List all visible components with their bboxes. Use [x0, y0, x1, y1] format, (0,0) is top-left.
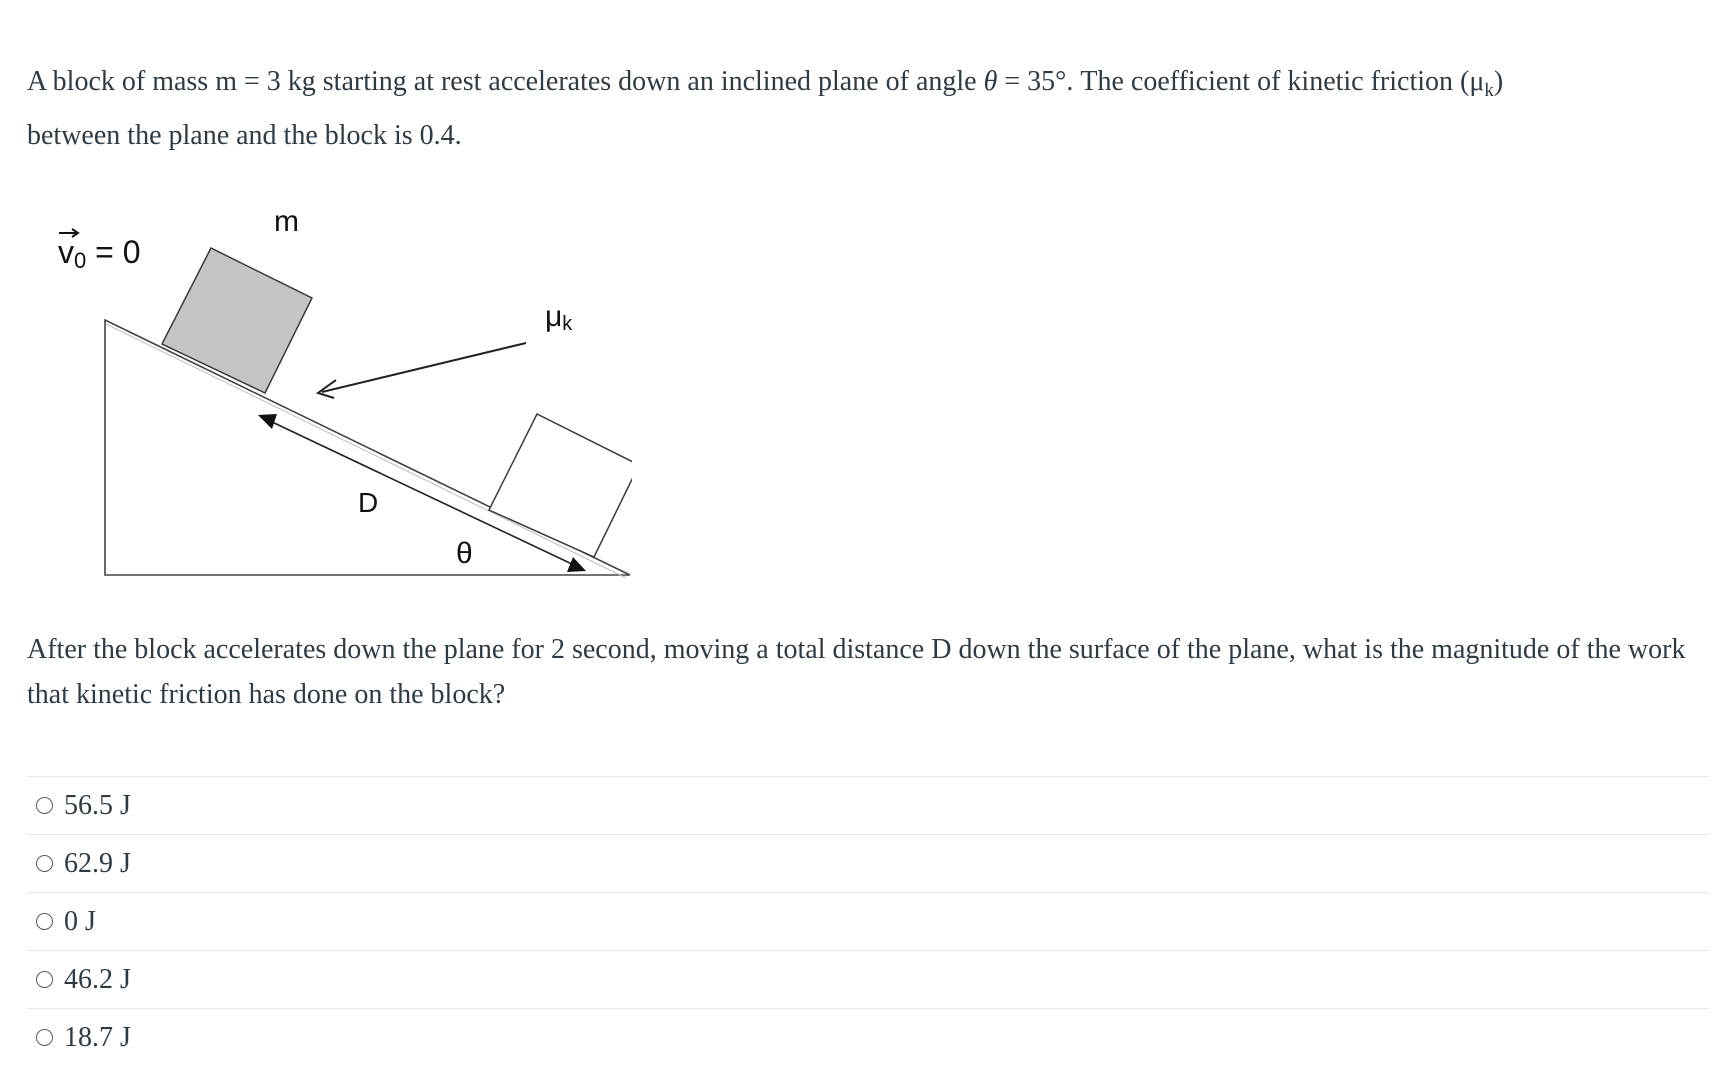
question-intro-line2: between the plane and the block is 0.4.: [27, 120, 462, 151]
answer-option[interactable]: [27, 777, 1709, 835]
answer-list: [27, 776, 1709, 1066]
answer-option[interactable]: [27, 835, 1709, 893]
friction-pointer-line: [322, 343, 526, 392]
v0-subscript: 0: [74, 248, 87, 273]
question-intro-part3: ): [1493, 66, 1504, 97]
radio-button[interactable]: [36, 913, 53, 930]
question-body: After the block accelerates down the plane for 2 second, moving a total distance D down the surface of the plane, what is the magnitude of the work that kinetic friction has done on the block?: [27, 634, 1686, 710]
answer-label: 62.9 J: [64, 847, 131, 879]
radio-button[interactable]: [36, 971, 53, 988]
v0-label: [58, 234, 141, 273]
radio-button[interactable]: [36, 1029, 53, 1046]
mu-subscript: k: [562, 313, 573, 335]
answer-option[interactable]: [27, 1009, 1709, 1066]
radio-button[interactable]: [36, 855, 53, 872]
answer-label: 46.2 J: [64, 963, 131, 995]
v0-value: = 0: [86, 234, 141, 270]
answer-label: 18.7 J: [64, 1021, 131, 1053]
mu-k-subscript: k: [1484, 80, 1494, 101]
inclined-plane-diagram: [52, 198, 632, 583]
mass-label: m: [274, 205, 299, 238]
answer-label: 56.5 J: [64, 789, 131, 821]
radio-button[interactable]: [36, 797, 53, 814]
question-intro-part1: A block of mass m = 3 kg starting at rest accelerates down an inclined plane of angle: [27, 66, 984, 97]
answer-option[interactable]: [27, 951, 1709, 1009]
question-intro: [27, 59, 1689, 158]
mu-symbol: μ: [545, 300, 563, 333]
answer-label: 0 J: [64, 905, 96, 937]
mu-label: [545, 300, 573, 335]
angle-label: θ: [456, 537, 473, 570]
question-intro-part2: = 35°. The coefficient of kinetic friction (μ: [997, 66, 1485, 97]
distance-label: D: [358, 487, 379, 518]
answer-option[interactable]: [27, 893, 1709, 951]
theta-symbol: θ: [983, 66, 998, 97]
v0-symbol: v: [58, 234, 74, 270]
